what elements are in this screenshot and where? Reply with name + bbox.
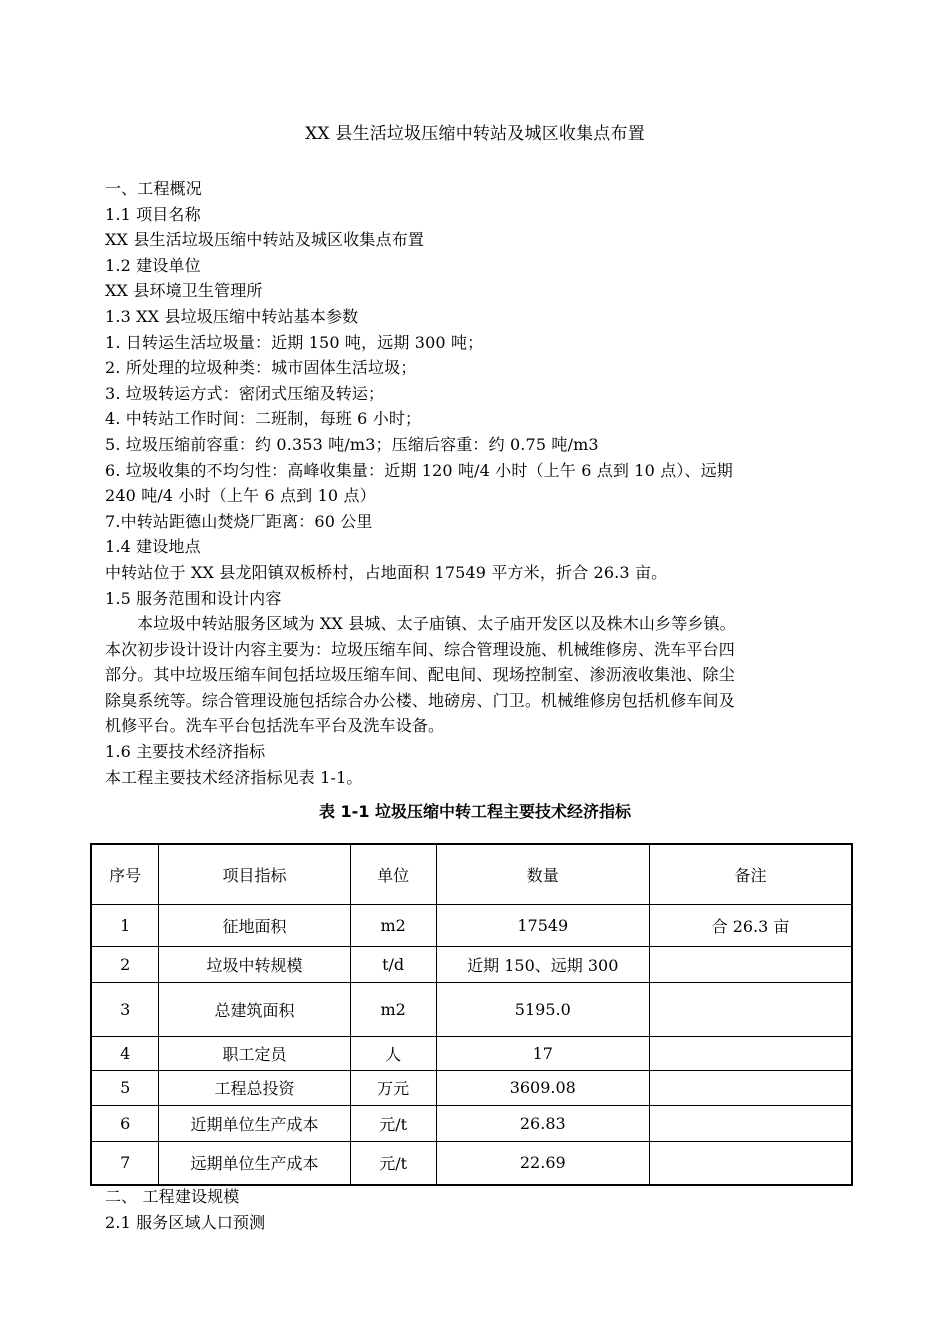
table-cell: 垃圾中转规模 <box>159 946 350 982</box>
table-cell: 6 <box>91 1105 159 1141</box>
table-cell: 5 <box>91 1070 159 1105</box>
table-cell <box>650 1141 852 1185</box>
paragraph-line: XX 县生活垃圾压缩中转站及城区收集点布置 <box>105 230 425 250</box>
list-item: 5. 垃圾压缩前容重：约 0.353 吨/m3；压缩后容重：约 0.75 吨/m3 <box>105 434 599 454</box>
table-cell: 职工定员 <box>159 1036 350 1070</box>
table-cell <box>650 946 852 982</box>
section-heading: 二、 工程建设规模 <box>105 1187 240 1206</box>
header-cell: 项目指标 <box>159 844 350 904</box>
section-heading: 一、工程概况 <box>105 179 202 198</box>
table-cell: 3609.08 <box>436 1070 650 1105</box>
paragraph-line: XX 县环境卫生管理所 <box>105 281 263 301</box>
table-row <box>91 904 852 946</box>
table-header-row <box>91 844 852 904</box>
list-item: 7.中转站距德山焚烧厂距离：60 公里 <box>105 511 373 531</box>
header-cell: 数量 <box>436 844 650 904</box>
table-cell: 人 <box>350 1036 436 1070</box>
subsection-heading: 2.1 服务区域人口预测 <box>105 1212 266 1232</box>
header-cell: 单位 <box>350 844 436 904</box>
table-cell: 工程总投资 <box>159 1070 350 1105</box>
list-item: 4. 中转站工作时间：二班制，每班 6 小时； <box>105 409 422 429</box>
document-title: XX 县生活垃圾压缩中转站及城区收集点布置 <box>305 124 645 144</box>
table-cell: 7 <box>91 1141 159 1185</box>
table-cell: 17549 <box>436 904 650 946</box>
table-cell: m2 <box>350 982 436 1036</box>
indicators-table <box>90 843 853 1186</box>
table-cell: 22.69 <box>436 1141 650 1185</box>
paragraph-line: 本工程主要技术经济指标见表 1-1。 <box>105 767 363 787</box>
table-row <box>91 1070 852 1105</box>
list-item: 6. 垃圾收集的不均匀性：高峰收集量：近期 120 吨/4 小时（上午 6 点到 10 点）、远期 <box>105 460 733 480</box>
table-cell: m2 <box>350 904 436 946</box>
table-cell: 元/t <box>350 1105 436 1141</box>
table-cell: 万元 <box>350 1070 436 1105</box>
table-cell: 合 26.3 亩 <box>650 904 852 946</box>
table-row <box>91 982 852 1036</box>
paragraph-line: 除臭系统等。综合管理设施包括综合办公楼、地磅房、门卫。机械维修房包括机修车间及 <box>105 690 735 710</box>
subsection-heading: 1.1 项目名称 <box>105 204 201 224</box>
table-row <box>91 1105 852 1141</box>
subsection-heading: 1.2 建设单位 <box>105 255 201 275</box>
subsection-heading: 1.5 服务范围和设计内容 <box>105 588 282 608</box>
subsection-heading: 1.4 建设地点 <box>105 537 201 557</box>
subsection-heading: 1.3 XX 县垃圾压缩中转站基本参数 <box>105 306 359 326</box>
table-cell: 远期单位生产成本 <box>159 1141 350 1185</box>
table-cell <box>650 982 852 1036</box>
table-cell: 总建筑面积 <box>159 982 350 1036</box>
table-cell <box>650 1036 852 1070</box>
subsection-heading: 1.6 主要技术经济指标 <box>105 742 266 762</box>
list-item: 2. 所处理的垃圾种类：城市固体生活垃圾； <box>105 358 417 378</box>
table-cell <box>650 1105 852 1141</box>
table-cell: t/d <box>350 946 436 982</box>
table-caption: 表 1-1 垃圾压缩中转工程主要技术经济指标 <box>318 802 632 821</box>
following-text <box>105 1184 845 1235</box>
header-cell: 备注 <box>650 844 852 904</box>
table-cell: 5195.0 <box>436 982 650 1036</box>
table-cell <box>650 1070 852 1105</box>
table-cell: 17 <box>436 1036 650 1070</box>
table-row <box>91 1141 852 1185</box>
header-cell: 序号 <box>91 844 159 904</box>
table-cell: 近期单位生产成本 <box>159 1105 350 1141</box>
body-text <box>105 176 845 790</box>
table-row <box>91 946 852 982</box>
list-item: 3. 垃圾转运方式：密闭式压缩及转运； <box>105 383 385 403</box>
table-cell: 3 <box>91 982 159 1036</box>
table-row <box>91 1036 852 1070</box>
table-cell: 近期 150、远期 300 <box>436 946 650 982</box>
paragraph-line: 本次初步设计设计内容主要为：垃圾压缩车间、综合管理设施、机械维修房、洗车平台四 <box>105 639 735 659</box>
paragraph-line: 机修平台。洗车平台包括洗车平台及洗车设备。 <box>105 716 445 736</box>
table-cell: 26.83 <box>436 1105 650 1141</box>
paragraph-line: 部分。其中垃圾压缩车间包括垃圾压缩车间、配电间、现场控制室、渗沥液收集池、除尘 <box>105 665 735 685</box>
paragraph-line: 中转站位于 XX 县龙阳镇双板桥村，占地面积 17549 平方米，折合 26.3 亩。 <box>105 562 668 582</box>
table-cell: 1 <box>91 904 159 946</box>
table-cell: 元/t <box>350 1141 436 1185</box>
table-cell: 2 <box>91 946 159 982</box>
paragraph-line: 本垃圾中转站服务区域为 XX 县城、太子庙镇、太子庙开发区以及株木山乡等乡镇。 <box>137 614 736 634</box>
list-item: 1. 日转运生活垃圾量：近期 150 吨，远期 300 吨； <box>105 332 484 352</box>
list-item-continuation: 240 吨/4 小时（上午 6 点到 10 点） <box>105 486 376 506</box>
table-cell: 4 <box>91 1036 159 1070</box>
table-cell: 征地面积 <box>159 904 350 946</box>
